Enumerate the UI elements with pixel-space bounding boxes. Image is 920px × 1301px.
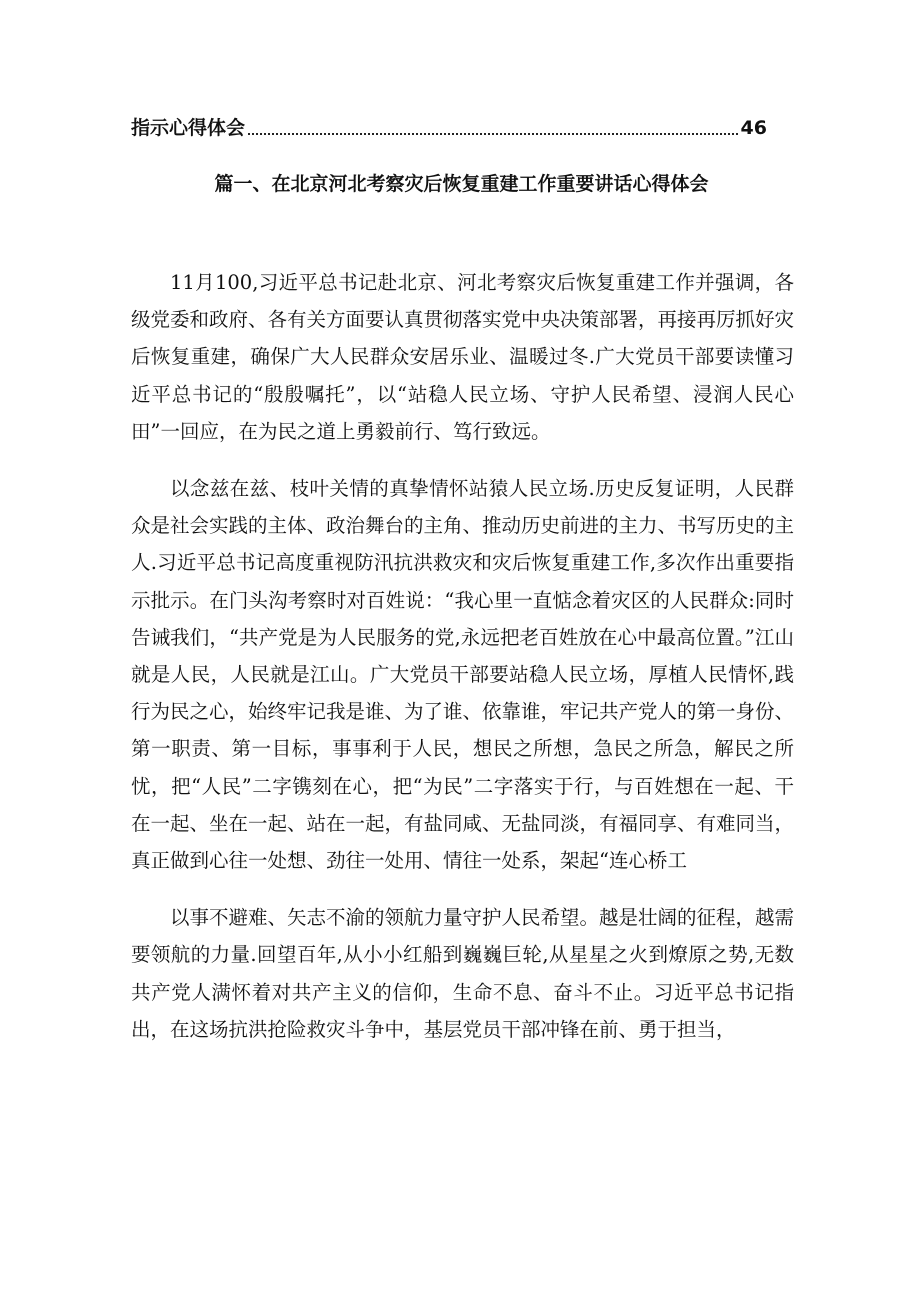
article-body xyxy=(131,264,794,1068)
toc-dot-leader xyxy=(248,132,738,135)
paragraph-3: 以事不避难、矢志不渝的领航力量守护人民希望。越是壮阔的征程，越需要领航的力量.回望百年,从小小红船到巍巍巨轮,从星星之火到燎原之势,无数共产党人满怀着对共产主义的信仰，生命不息、奋斗不止。习近平总书记指出，在这场抗洪抢险救灾斗争中，基层党员干部冲锋在前、勇于担当， xyxy=(131,906,795,1041)
toc-entry xyxy=(131,112,767,142)
toc-entry-page-number: 46 xyxy=(740,117,767,139)
paragraph-2: 以念兹在兹、枝叶关情的真挚情怀站猿人民立场.历史反复证明，人民群众是社会实践的主体、政治舞台的主角、推动历史前进的主力、书写历史的主人.习近平总书记高度重视防汛抗洪救灾和灾后恢复重建工作,多次作出重要指示批示。在门头沟考察时对百姓说：“我心里一直惦念着灾区的人民群众:同时告诫我们，“共产党是为人民服务的党,永远把老百姓放在心中最高位置。”江山就是人民，人民就是江山。广大党员干部要站稳人民立场，厚植人民情怀,践行为民之心，始终牢记我是谁、为了谁、依靠谁，牢记共产党人的第一身份、第一职责、第一目标，事事利于人民，想民之所想，急民之所急，解民之所忧，把“人民”二字镌刻在心，把“为民”二字落实于行，与百姓想在一起、干在一起、坐在一起、站在一起，有盐同咸、无盐同淡，有福同享、有难同当，真正做到心往一处想、劲往一处用、情往一处系，架起“连心桥工 xyxy=(131,477,795,873)
paragraph-1: 11月100,习近平总书记赴北京、河北考察灾后恢复重建工作并强调，各级党委和政府、各有关方面要认真贯彻落实党中央决策部署，再接再厉抓好灾后恢复重建，确保广大人民群众安居乐业、温暖过冬.广大党员干部要读懂习近平总书记的“殷殷嘱托”，以“站稳人民立场、守护人民希望、浸润人民心田”一回应，在为民之道上勇毅前行、笃行致远。 xyxy=(131,271,795,443)
section-heading: 篇一、在北京河北考察灾后恢复重建工作重要讲话心得体会 xyxy=(214,173,709,195)
toc-entry-title: 指示心得体会 xyxy=(131,117,246,139)
